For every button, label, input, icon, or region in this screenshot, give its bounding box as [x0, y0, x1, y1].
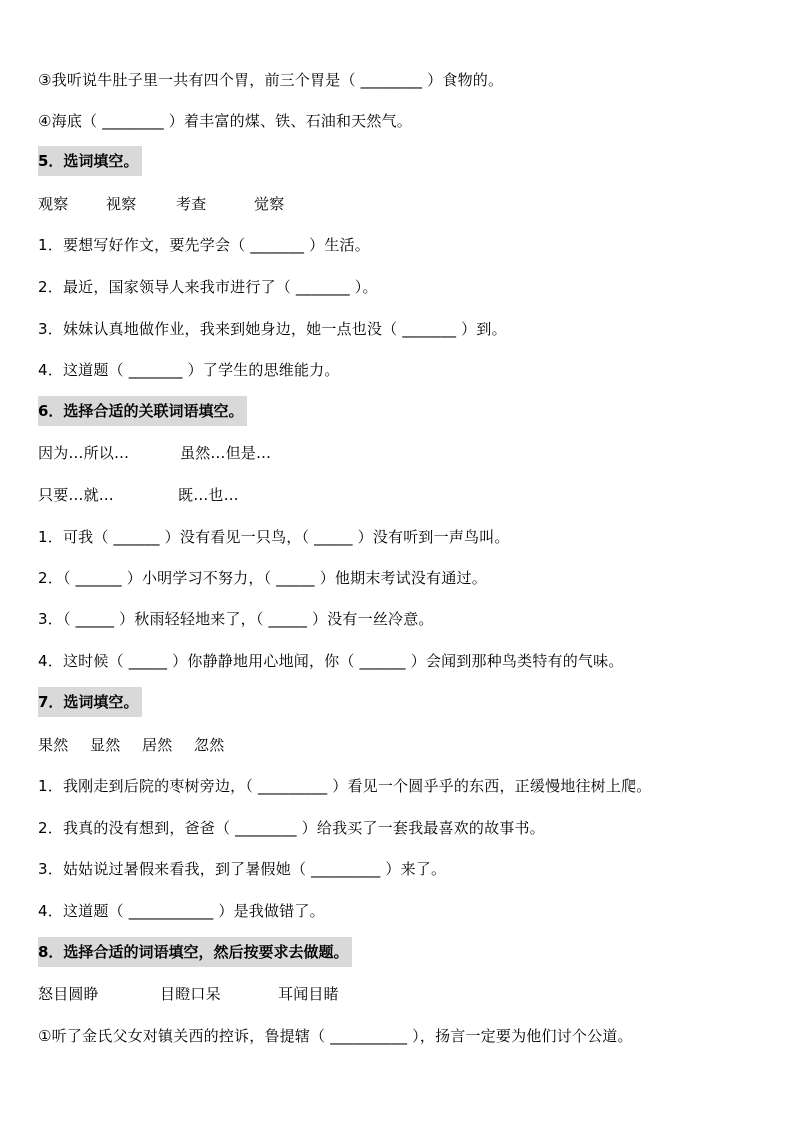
word-bank-5: [38, 192, 284, 216]
section-heading-7: 7．选词填空。: [38, 687, 142, 717]
question-6-item-1: 1．可我（ ______ ）没有看见一只鸟，（ _____ ）没有听到一声鸟叫。: [38, 528, 510, 546]
question-5-item-2: 2．最近，国家领导人来我市进行了（ _______ ）。: [38, 278, 378, 296]
word-option: 怒目圆睁: [38, 985, 99, 1003]
word-option: 考查: [176, 195, 207, 213]
question-6-item-2: 2．（ ______ ）小明学习不努力，（ _____ ）他期末考试没有通过。: [38, 569, 487, 587]
word-option: 因为…所以…: [38, 444, 130, 462]
section-heading-5: 5．选词填空。: [38, 146, 142, 176]
word-option: 只要…就…: [38, 486, 115, 504]
word-option: 忽然: [194, 736, 225, 754]
word-bank-8: [38, 982, 339, 1006]
word-option: 观察: [38, 195, 69, 213]
question-7-item-2: 2．我真的没有想到，爸爸（ ________ ）给我买了一套我最喜欢的故事书。: [38, 819, 545, 837]
question-4-item-3: ③我听说牛肚子里一共有四个胃，前三个胃是（ ________ ）食物的。: [38, 71, 504, 89]
word-bank-6b: [38, 483, 239, 507]
word-option: 居然: [142, 736, 173, 754]
word-option: 耳闻目睹: [278, 985, 339, 1003]
question-7-item-4: 4．这道题（ ___________ ）是我做错了。: [38, 902, 325, 920]
word-option: 虽然…但是…: [180, 444, 272, 462]
word-bank-7: [38, 733, 224, 757]
question-7-item-3: 3．姑姑说过暑假来看我，到了暑假她（ _________ ）来了。: [38, 860, 447, 878]
word-option: 目瞪口呆: [160, 985, 221, 1003]
question-5-item-1: 1．要想写好作文，要先学会（ _______ ）生活。: [38, 236, 370, 254]
word-option: 觉察: [254, 195, 285, 213]
section-heading-8: 8．选择合适的词语填空，然后按要求去做题。: [38, 937, 352, 967]
question-8-item-1: ①听了金氏父女对镇关西的控诉，鲁提辖（ __________ ），扬言一定要为他们讨个公道。: [38, 1027, 633, 1045]
question-5-item-4: 4．这道题（ _______ ）了学生的思维能力。: [38, 361, 340, 379]
section-heading-6: 6．选择合适的关联词语填空。: [38, 396, 247, 426]
question-6-item-4: 4．这时候（ _____ ）你静静地用心地闻，你（ ______ ）会闻到那种鸟类特有的气味。: [38, 652, 624, 670]
word-option: 显然: [90, 736, 121, 754]
question-7-item-1: 1．我刚走到后院的枣树旁边，（ _________ ）看见一个圆乎乎的东西，正缓慢地往树上爬。: [38, 777, 652, 795]
question-6-item-3: 3．（ _____ ）秋雨轻轻地来了，（ _____ ）没有一丝冷意。: [38, 610, 434, 628]
question-5-item-3: 3．妹妹认真地做作业，我来到她身边，她一点也没（ _______ ）到。: [38, 320, 507, 338]
word-option: 既…也…: [178, 486, 239, 504]
word-bank-6a: [38, 441, 271, 465]
word-option: 视察: [106, 195, 137, 213]
question-4-item-4: ④海底（ ________ ）着丰富的煤、铁、石油和天然气。: [38, 112, 412, 130]
word-option: 果然: [38, 736, 69, 754]
